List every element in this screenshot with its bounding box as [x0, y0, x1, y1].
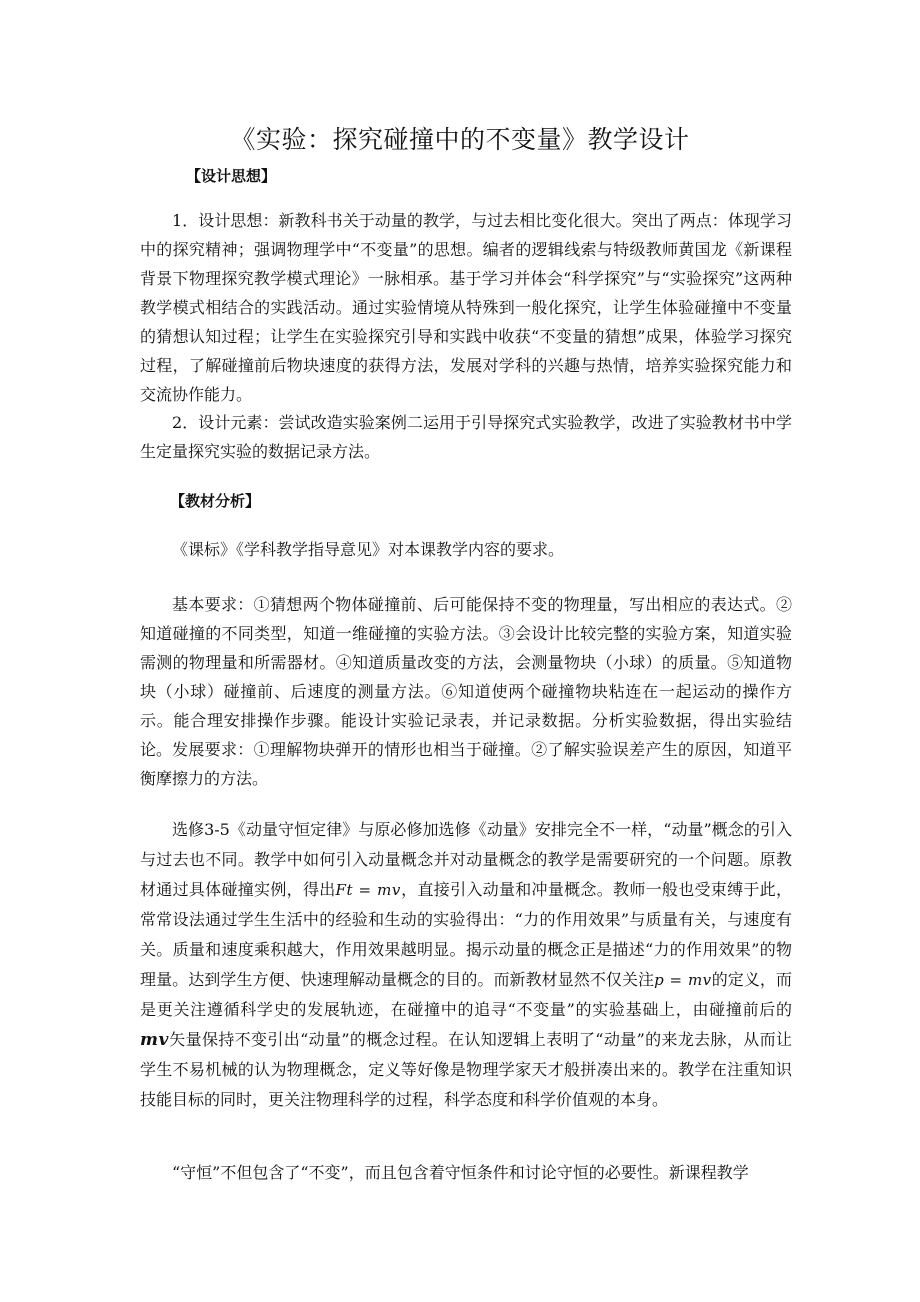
paragraph-momentum-concept [140, 815, 792, 1115]
section-heading-design-idea: 【设计思想】 [186, 167, 277, 185]
paragraph-text: 矢量保持不变引出“动量”的概念过程。在认知逻辑上表明了“动量”的来龙去脉，从而让学生不易机械的认为物理概念，定义等好像是物理学家天才般拼凑出来的。教学在注重知识技能目标的同时，更关注物理科学的过程，科学态度和科学价值观的本身。 [140, 1030, 792, 1109]
paragraph-text: 选修3-5《动量守恒定律》与原必修加选修《动量》安排完全不一样，“动量”概念的引入与过去也不同。教学中如何引入动量概念并对动量概念的教学是需要研究的一个问题。原教材通过具体碰撞实例，得出 [140, 820, 792, 899]
paragraph-standards: 《课标》《学科教学指导意见》对本课教学内容的要求。 [172, 540, 565, 559]
paragraph-text: 的定义，而是更关注遵循科学史的发展轨迹，在碰撞中的追寻“不变量”的实验基础上，由碰撞前后的 [140, 970, 792, 1019]
document-title: 《实验：探究碰撞中的不变量》教学设计 [230, 125, 690, 154]
equation-mv: mv [140, 1030, 169, 1050]
paragraph-basic-requirements: 基本要求：①猜想两个物体碰撞前、后可能保持不变的物理量，写出相应的表达式。②知道碰撞的不同类型，知道一维碰撞的实验方法。③会设计比较完整的实验方案，知道实验需测的物理量和所需器材。④知道质量改变的方法，会测量物块（小球）的质量。⑤知道物块（小球）碰撞前、后速度的测量方法。⑥知道使两个碰撞物块粘连在一起运动的操作方示。能合理安排操作步骤。能设计实验记录表，并记录数据。分析实验数据，得出实验结论。 [140, 595, 792, 759]
paragraph-design-elements: 2．设计元素：尝试改造实验案例二运用于引导探究式实验教学，改进了实验教材书中学生定量探究实验的数据记录方法。 [140, 413, 792, 461]
paragraph-design-idea: 1．设计思想：新教科书关于动量的教学，与过去相比变化很大。突出了两点：体现学习中的探究精神；强调物理学中“不变量”的思想。编者的逻辑线索与特级教师黄国龙《新课程背景下物理探究教学模式理论》一脉相承。基于学习并体会“科学探究”与“实验探究”这两种教学模式相结合的实践活动。通过实验情境从特殊到一般化探究，让学生体验碰撞中不变量的猜想认知过程；让学生在实验探究引导和实践中收获“不变量的猜想”成果，体验学习探究过程，了解碰撞前后物块速度的获得方法，发展对学科的兴趣与热情，培养实验探究能力和交流协作能力。 [140, 211, 792, 404]
equation-ft-mv: Ft = mv [335, 881, 401, 899]
equation-p-mv: p = mv [654, 971, 712, 989]
section-heading-textbook-analysis: 【教材分析】 [170, 492, 261, 510]
paragraph-conservation: “守恒”不但包含了“不变”，而且包含着守恒条件和讨论守恒的必要性。新课程教学 [172, 1163, 749, 1182]
paragraph-text: ，直接引入动量和冲量概念。教师一般也受束缚于此，常常设法通过学生生活中的经验和生动的实验得出：“力的作用效果”与质量有关，与速度有关。质量和速度乘积越大，作用效果越明显。揭示动量的概念正是描述“力的作用效果”的物理量。达到学生方便、快速理解动量概念的目的。而新教材显然不仅关注 [140, 880, 792, 989]
paragraph-development-requirements: 发展要求：①理解物块弹开的情形也相当于碰撞。②了解实验误差产生的原因，知道平衡摩擦力的方法。 [140, 740, 792, 788]
